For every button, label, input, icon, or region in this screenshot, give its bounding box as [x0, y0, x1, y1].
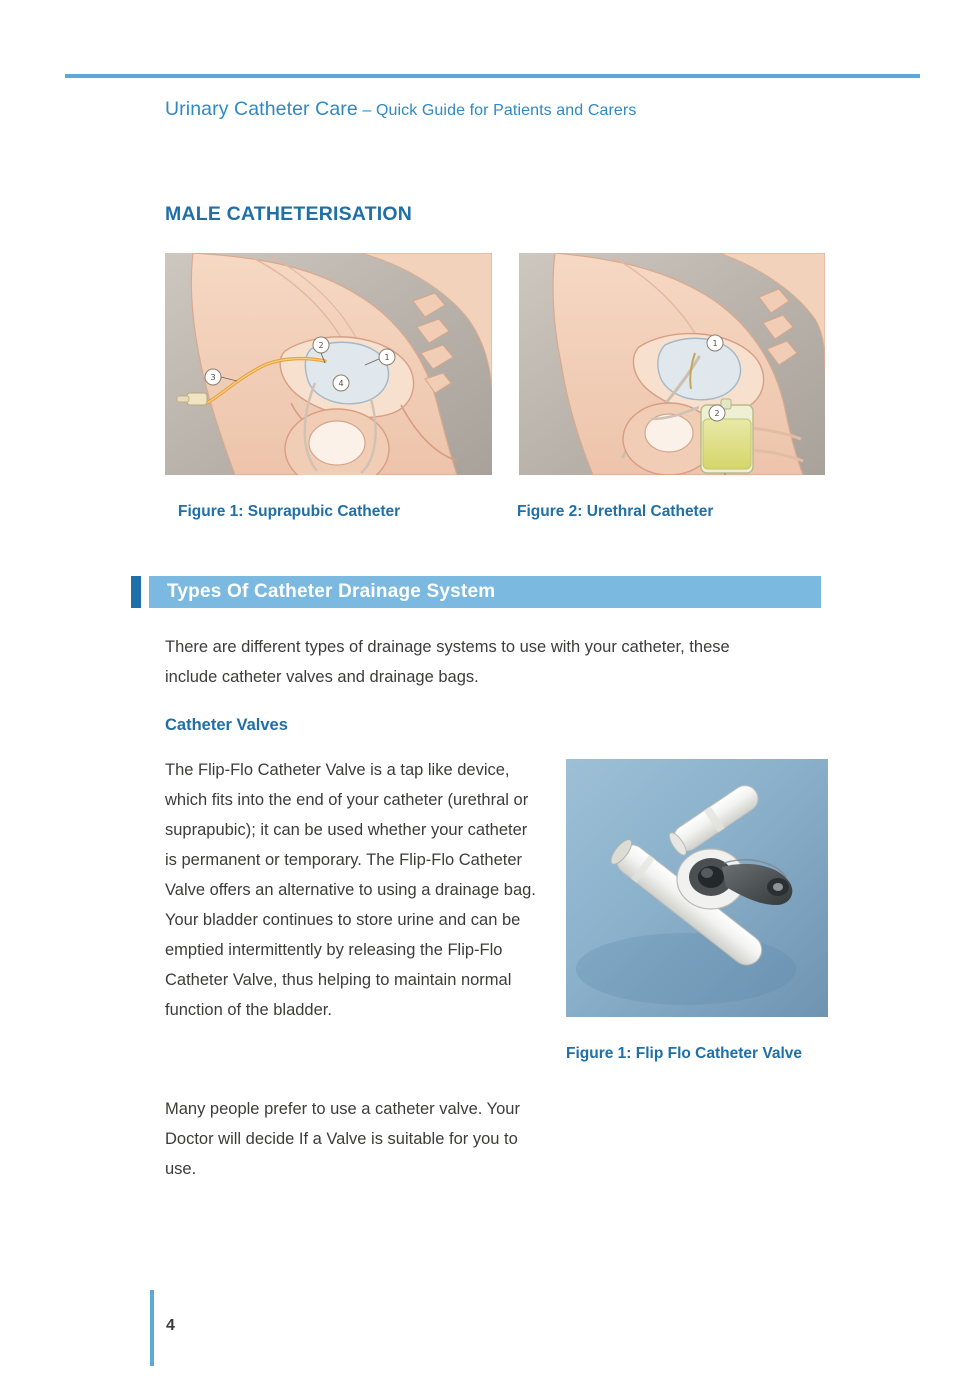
svg-text:4: 4 [338, 379, 344, 388]
suprapubic-catheter-illustration [165, 253, 492, 475]
figure-2-image [519, 253, 825, 475]
header-title-sub: Quick Guide for Patients and Carers [375, 102, 637, 119]
page-title: MALE CATHETERISATION [165, 203, 413, 225]
catheter-valve-illustration [566, 759, 828, 1017]
svg-text:2: 2 [714, 409, 720, 418]
catheter-valves-paragraph-1: The Flip-Flo Catheter Valve is a tap like device, which fits into the end of your catheter (urethral or suprapubic); it can be used whether your catheter is permanent or temporary. The Flip-Flo Catheter Valve offers an alternative to using a drainage bag. Your bladder continues to store urine and can be emptied intermittently by releasing the Flip-Flo Catheter Valve, thus helping to maintain normal function of the bladder. [165, 761, 536, 1019]
catheter-valves-paragraph-2: Many people prefer to use a catheter valve. Your Doctor will decide If a Valve is suitable for you to use. [165, 1100, 520, 1178]
section-band [131, 576, 821, 608]
header-rule [65, 74, 920, 78]
intro-paragraph: There are different types of drainage systems to use with your catheter, these include catheter valves and drainage bags. [165, 638, 730, 686]
document-header-title [165, 98, 636, 121]
svg-text:1: 1 [384, 353, 390, 362]
svg-text:2: 2 [318, 341, 324, 350]
photo-caption: Figure 1: Flip Flo Catheter Valve [566, 1045, 802, 1062]
section-band-heading: Types Of Catheter Drainage System [167, 581, 496, 602]
flip-flo-catheter-valve-photo [566, 759, 828, 1017]
figure-2-caption: Figure 2: Urethral Catheter [517, 503, 714, 520]
header-title-dash: – [357, 102, 376, 119]
catheter-valves-heading: Catheter Valves [165, 716, 288, 734]
svg-text:1: 1 [712, 339, 718, 348]
urethral-catheter-illustration [519, 253, 825, 475]
header-title-main: Urinary Catheter Care [165, 98, 358, 120]
svg-text:3: 3 [210, 373, 216, 382]
page-number: 4 [166, 1317, 175, 1334]
section-band-tab [131, 576, 141, 608]
footer-rule [150, 1290, 154, 1366]
figure-1-image [165, 253, 492, 475]
figure-1-caption: Figure 1: Suprapubic Catheter [178, 503, 401, 520]
